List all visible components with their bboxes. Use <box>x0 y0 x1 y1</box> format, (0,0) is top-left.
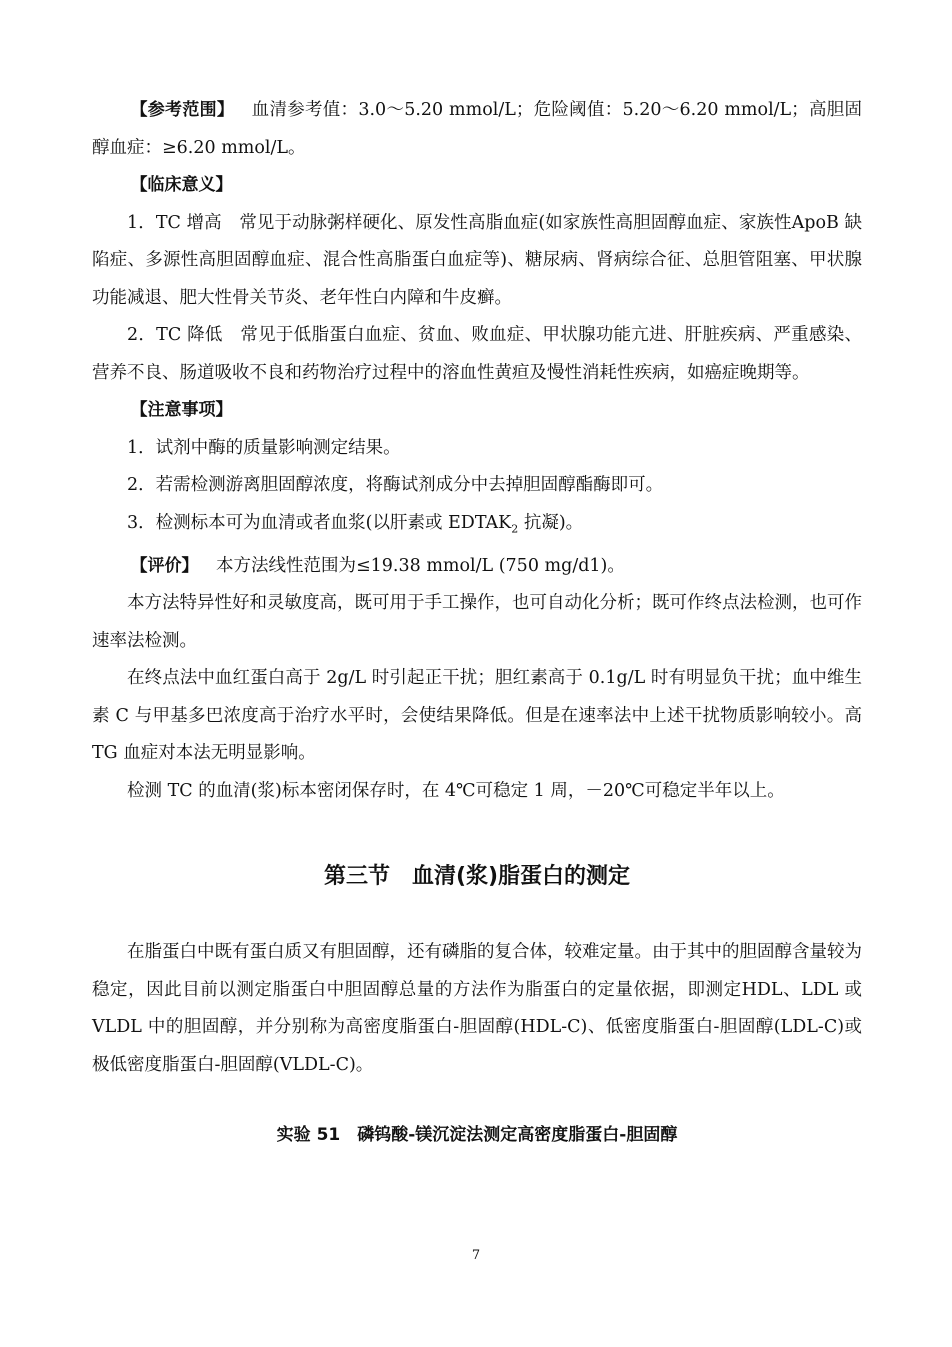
evaluation-paragraph-1: 本方法特异性好和灵敏度高，既可用于手工操作，也可自动化分析；既可作终点法检测，也可作速率法检测。 <box>92 593 862 651</box>
notes-item-1: 1．试剂中酶的质量影响测定结果。 <box>127 437 401 458</box>
notes-item-2: 2．若需检测游离胆固醇浓度，将酶试剂成分中去掉胆固醇酯酶即可。 <box>127 475 664 495</box>
reference-range-text: 血清参考值：3.0～5.20 mmol/L；危险阈值：5.20～6.20 mmol/L；高胆固醇血症：≥6.20 mmol/L。 <box>92 100 863 158</box>
clinical-item-1: 1．TC 增高 常见于动脉粥样硬化、原发性高脂血症(如家族性高胆固醇血症、家族性ApoB 缺陷症、多源性高胆固醇血症、混合性高脂蛋白血症等)、糖尿病、肾病综合征、总胆管阻塞、甲状腺功能减退、肥大性骨关节炎、老年性白内障和牛皮癣。 <box>92 212 862 308</box>
evaluation-paragraph-2: 在终点法中血红蛋白高于 2g/L 时引起正干扰；胆红素高于 0.1g/L 时有明显负干扰；血中维生素 C 与甲基多巴浓度高于治疗水平时，会使结果降低。但是在速率法中上述干扰物质影响较小。高 TG 血症对本法无明显影响。 <box>92 668 862 763</box>
notes-item-3-text: 3．检测标本可为血清或者血浆(以肝素或 EDTAK <box>127 512 512 533</box>
evaluation-text: 本方法线性范围为≤19.38 mmol/L (750 mg/d1)。 <box>216 555 625 576</box>
evaluation-paragraph <box>92 548 862 586</box>
clinical-item-2: 2．TC 降低 常见于低脂蛋白血症、贫血、败血症、甲状腺功能亢进、肝脏疾病、严重感染、营养不良、肠道吸收不良和药物治疗过程中的溶血性黄疸及慢性消耗性疾病，如癌症晚期等。 <box>92 325 862 383</box>
evaluation-paragraph-3: 检测 TC 的血清(浆)标本密闭保存时，在 4℃可稳定 1 周，－20℃可稳定半年以上。 <box>127 780 785 801</box>
clinical-significance-heading-line <box>92 167 862 205</box>
section-paragraph: 在脂蛋白中既有蛋白质又有胆固醇，还有磷脂的复合体，较难定量。由于其中的胆固醇含量较为稳定，因此目前以测定脂蛋白中胆固醇总量的方法作为脂蛋白的定量依据，即测定HDL、LDL 或 VLDL 中的胆固醇，并分别称为高密度脂蛋白-胆固醇(HDL-C)、低密度脂蛋白-胆固醇(LDL-C)或极低密度脂蛋白-胆固醇(VLDL-C)。 <box>92 942 862 1075</box>
reference-range-paragraph <box>92 92 862 167</box>
experiment-title: 实验 51 磷钨酸-镁沉淀法测定高密度脂蛋白-胆固醇 <box>276 1125 678 1145</box>
clinical-significance-heading: 【临床意义】 <box>130 175 233 195</box>
notes-heading-line <box>92 392 862 430</box>
notes-item-3-subscript: 2 <box>511 522 519 535</box>
evaluation-heading: 【评价】 <box>130 555 199 576</box>
notes-item-3 <box>92 505 862 548</box>
section-title: 第三节 血清(浆)脂蛋白的测定 <box>323 864 631 889</box>
reference-range-heading: 【参考范围】 <box>130 100 235 120</box>
page-number: 7 <box>471 1248 481 1263</box>
notes-heading: 【注意事项】 <box>130 400 233 420</box>
notes-item-3-tail: 抗凝)。 <box>518 512 584 533</box>
